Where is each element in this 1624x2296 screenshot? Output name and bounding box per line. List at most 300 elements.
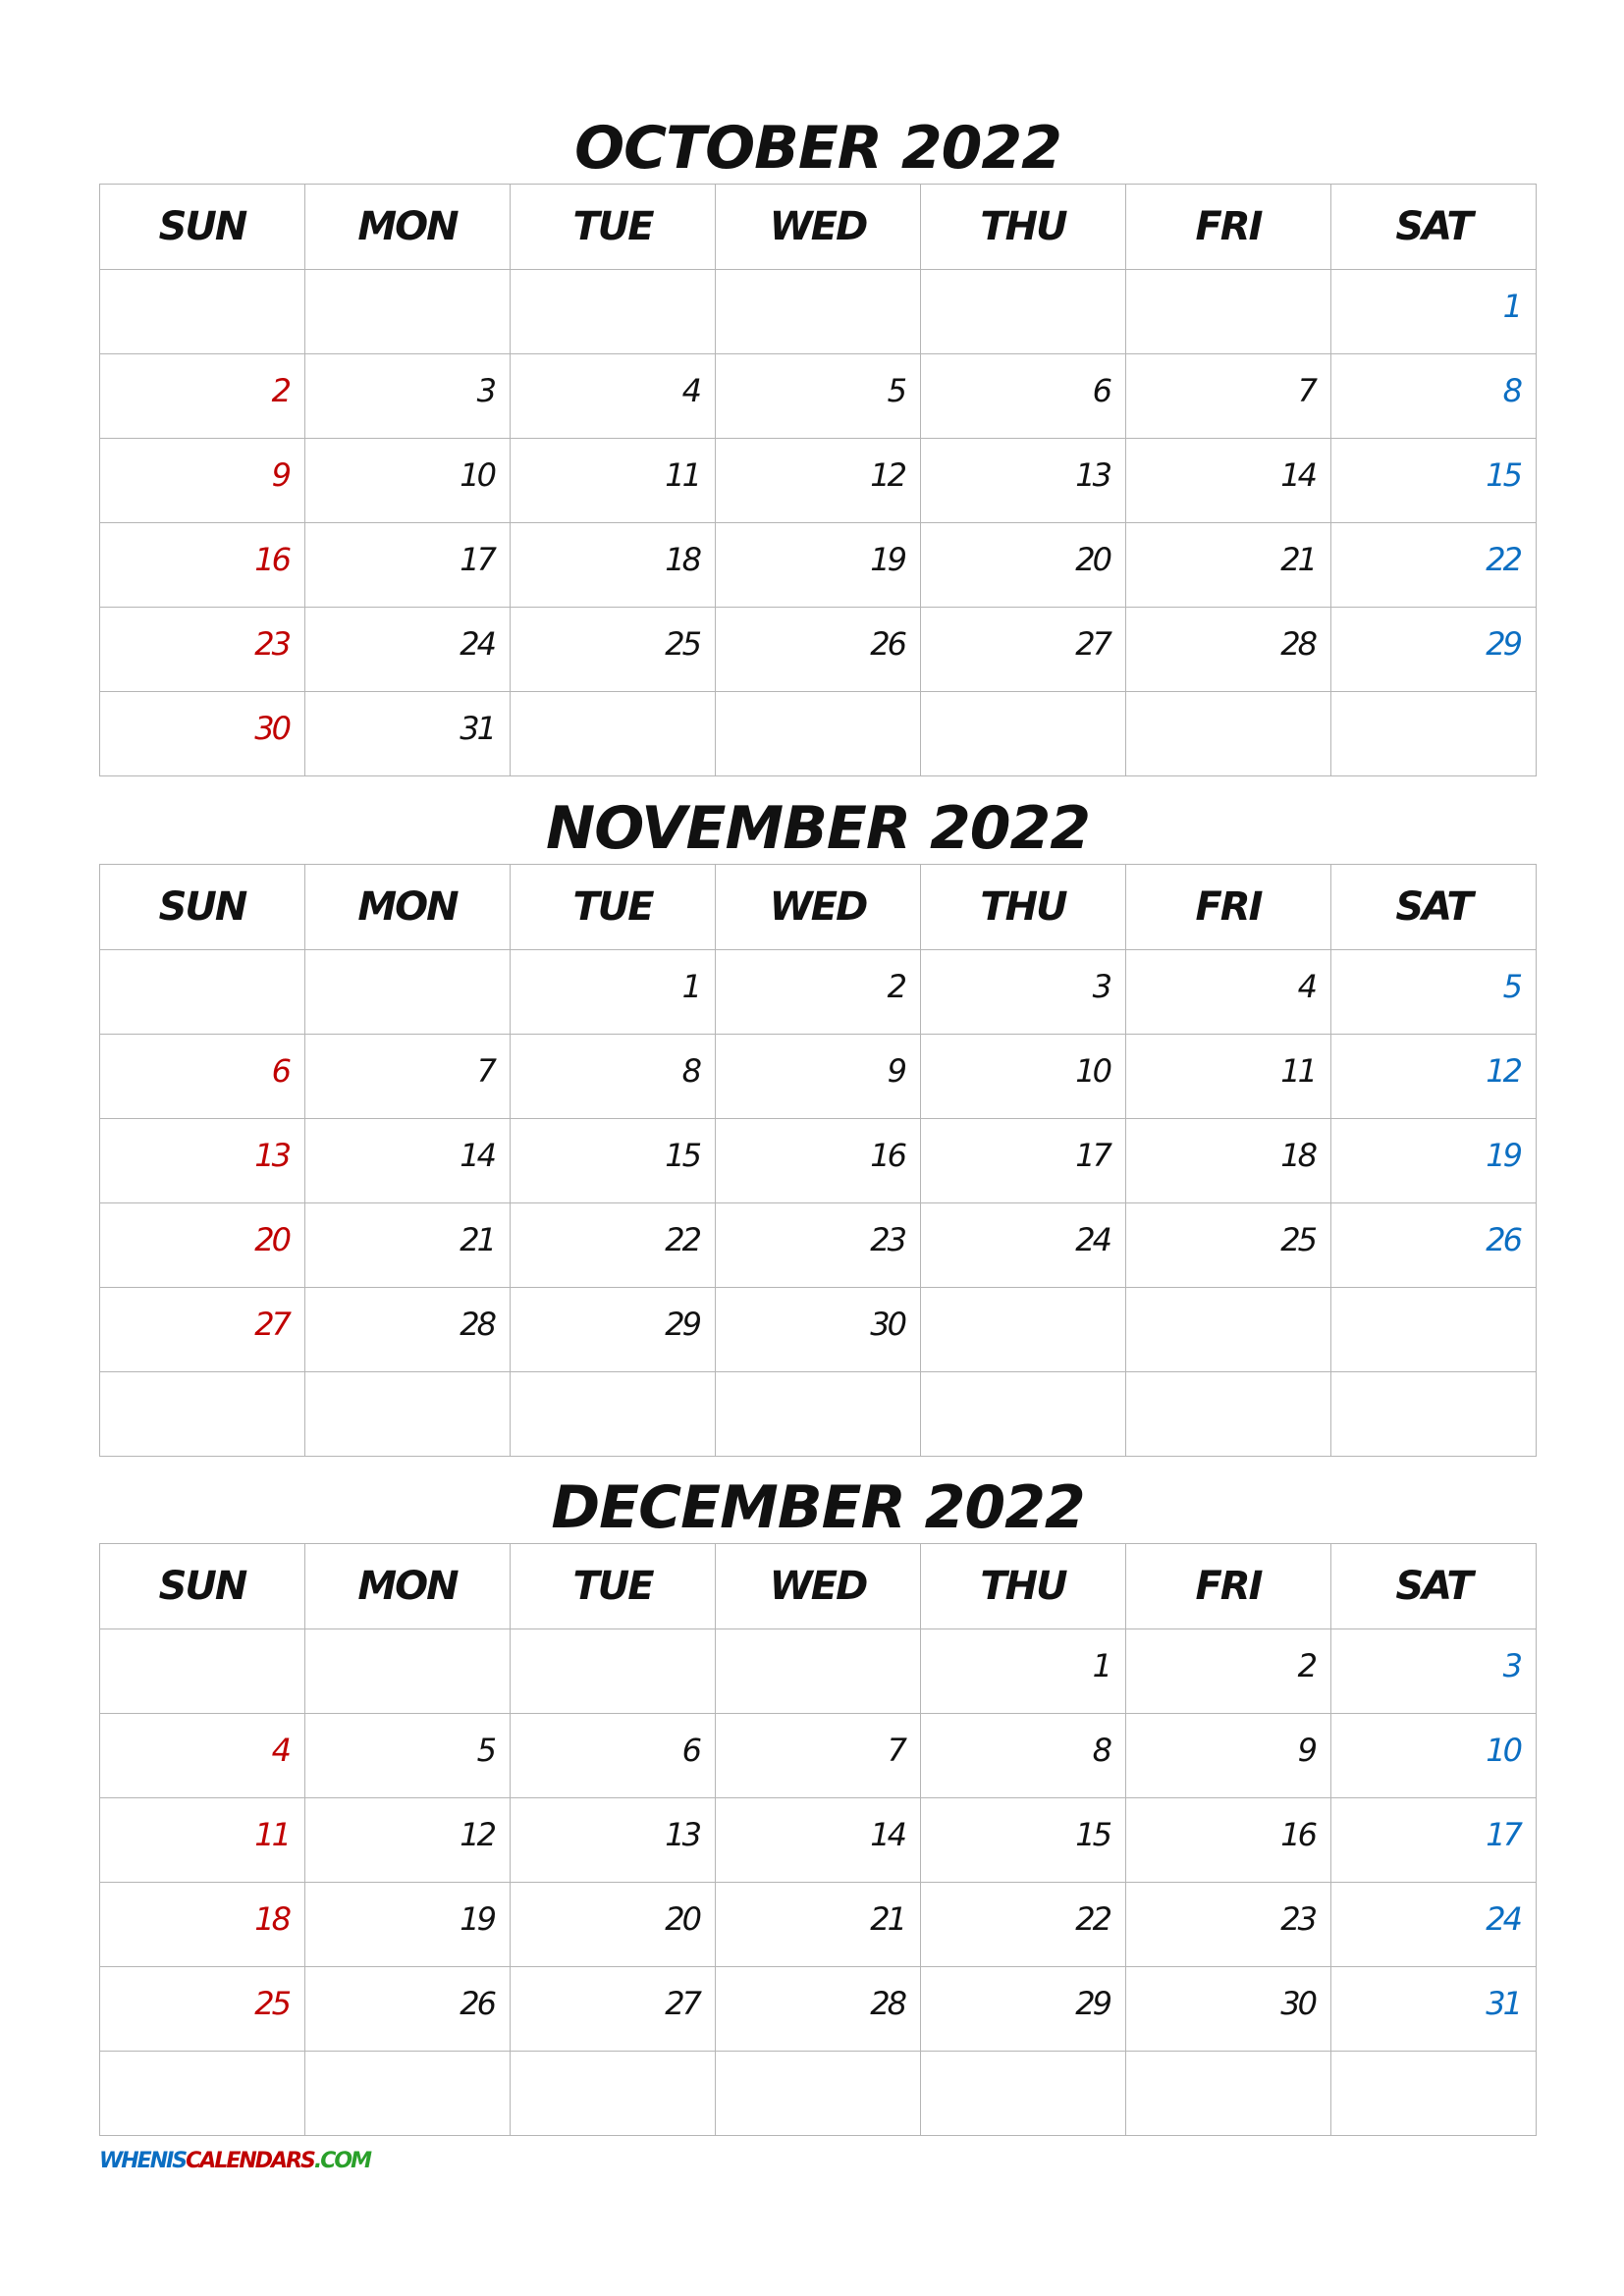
day-cell (716, 354, 921, 439)
week-row (100, 1798, 1537, 1883)
day-cell (511, 1883, 716, 1967)
day-number: 20 (665, 1900, 699, 1938)
october-calendar (99, 184, 1537, 776)
day-cell (1331, 692, 1537, 776)
day-number: 12 (1486, 1052, 1520, 1090)
day-number (904, 1384, 920, 1402)
october-title: OCTOBER 2022 (574, 114, 1061, 183)
day-cell (100, 1967, 305, 2052)
weekday-header-mon: MON (305, 1544, 511, 1629)
day-cell (511, 523, 716, 608)
day-number: 22 (665, 1221, 699, 1258)
december-title: DECEMBER 2022 (551, 1473, 1085, 1542)
day-cell (716, 1119, 921, 1203)
day-number: 20 (254, 1221, 289, 1258)
day-cell (305, 439, 511, 523)
day-cell (1126, 608, 1331, 692)
weekday-header-sat: SAT (1331, 185, 1537, 270)
day-number (1110, 2063, 1125, 2081)
day-cell (511, 692, 716, 776)
day-cell (1126, 1629, 1331, 1714)
day-number: 7 (1297, 372, 1315, 409)
day-number (1520, 704, 1536, 721)
day-number (494, 962, 510, 980)
day-number: 4 (1297, 968, 1315, 1005)
day-number (494, 1384, 510, 1402)
day-number: 19 (870, 541, 904, 578)
weekday-header-sat: SAT (1331, 865, 1537, 950)
december-calendar (99, 1543, 1537, 2136)
day-number: 3 (476, 372, 494, 409)
day-number: 26 (870, 625, 904, 663)
day-cell (1331, 1714, 1537, 1798)
day-number: 18 (254, 1900, 289, 1938)
day-number: 15 (1075, 1816, 1110, 1853)
day-number (904, 1641, 920, 1659)
day-cell (305, 1372, 511, 1457)
day-number: 25 (665, 625, 699, 663)
day-cell (1126, 439, 1331, 523)
day-cell (100, 1798, 305, 1883)
day-number: 27 (665, 1985, 699, 2022)
day-cell (511, 1288, 716, 1372)
day-number: 19 (1486, 1137, 1520, 1174)
day-cell (1126, 1119, 1331, 1203)
weekday-header-row (100, 185, 1537, 270)
day-number: 30 (254, 710, 289, 747)
day-number: 1 (1092, 1647, 1110, 1684)
day-number (1110, 1300, 1125, 1317)
day-number (1520, 2063, 1536, 2081)
day-cell (1331, 1203, 1537, 1288)
day-cell (921, 1288, 1126, 1372)
day-cell (305, 1203, 511, 1288)
weekday-header-thu: THU (921, 865, 1126, 950)
week-row (100, 1035, 1537, 1119)
day-number (1110, 704, 1125, 721)
day-number: 17 (1486, 1816, 1520, 1853)
day-cell (1331, 608, 1537, 692)
day-number: 11 (1280, 1052, 1315, 1090)
day-number: 17 (1075, 1137, 1110, 1174)
weekday-header-wed: WED (716, 865, 921, 950)
day-cell (305, 354, 511, 439)
day-cell (921, 1119, 1126, 1203)
week-row (100, 692, 1537, 776)
day-cell (100, 1714, 305, 1798)
day-number: 18 (1280, 1137, 1315, 1174)
week-row (100, 1203, 1537, 1288)
day-number: 8 (1092, 1732, 1110, 1769)
day-number: 14 (1280, 456, 1315, 494)
day-number: 27 (1075, 625, 1110, 663)
day-cell (511, 1967, 716, 2052)
day-number (1315, 1384, 1330, 1402)
day-cell (305, 523, 511, 608)
day-number (289, 1384, 304, 1402)
day-cell (511, 1714, 716, 1798)
day-cell (1331, 1967, 1537, 2052)
day-cell (921, 608, 1126, 692)
day-cell (100, 1035, 305, 1119)
week-row (100, 1288, 1537, 1372)
day-number: 6 (1092, 372, 1110, 409)
day-number: 13 (254, 1137, 289, 1174)
day-number: 15 (665, 1137, 699, 1174)
day-number: 3 (1502, 1647, 1520, 1684)
day-cell (1331, 1629, 1537, 1714)
day-number: 6 (681, 1732, 699, 1769)
weekday-header-wed: WED (716, 1544, 921, 1629)
day-number: 20 (1075, 541, 1110, 578)
day-cell (100, 950, 305, 1035)
day-cell (921, 1035, 1126, 1119)
watermark-part-calendars: CALENDARS (186, 2149, 314, 2173)
day-cell (1126, 270, 1331, 354)
day-number: 23 (1280, 1900, 1315, 1938)
weekday-header-sat: SAT (1331, 1544, 1537, 1629)
day-cell (716, 1714, 921, 1798)
weekday-header-thu: THU (921, 185, 1126, 270)
day-cell (100, 354, 305, 439)
day-number (494, 1641, 510, 1659)
day-cell (511, 270, 716, 354)
day-number: 26 (460, 1985, 494, 2022)
day-number (1110, 1384, 1125, 1402)
weekday-header-tue: TUE (511, 1544, 716, 1629)
day-cell (1126, 1203, 1331, 1288)
day-cell (921, 1629, 1126, 1714)
day-cell (1126, 950, 1331, 1035)
week-row (100, 950, 1537, 1035)
day-number: 9 (271, 456, 289, 494)
day-number: 11 (665, 456, 699, 494)
day-cell (921, 354, 1126, 439)
day-number: 24 (1486, 1900, 1520, 1938)
week-row (100, 1967, 1537, 2052)
day-cell (921, 523, 1126, 608)
week-row (100, 1629, 1537, 1714)
day-cell (100, 1372, 305, 1457)
day-cell (1331, 270, 1537, 354)
day-number: 2 (887, 968, 904, 1005)
day-cell (1126, 1883, 1331, 1967)
day-number: 24 (1075, 1221, 1110, 1258)
day-number: 26 (1486, 1221, 1520, 1258)
day-number: 22 (1075, 1900, 1110, 1938)
day-cell (1126, 1714, 1331, 1798)
day-cell (716, 950, 921, 1035)
day-number: 16 (1280, 1816, 1315, 1853)
day-cell (100, 1288, 305, 1372)
day-number: 5 (887, 372, 904, 409)
day-number (289, 2063, 304, 2081)
day-number: 29 (1486, 625, 1520, 663)
week-row (100, 1372, 1537, 1457)
day-cell (921, 950, 1126, 1035)
day-cell (1126, 1288, 1331, 1372)
day-number: 4 (271, 1732, 289, 1769)
day-number (904, 282, 920, 299)
day-number: 14 (870, 1816, 904, 1853)
day-cell (1331, 1372, 1537, 1457)
day-number: 7 (476, 1052, 494, 1090)
weekday-header-fri: FRI (1126, 185, 1331, 270)
weekday-header-fri: FRI (1126, 1544, 1331, 1629)
day-cell (1126, 1035, 1331, 1119)
day-number: 17 (460, 541, 494, 578)
day-cell (1331, 950, 1537, 1035)
day-number: 18 (665, 541, 699, 578)
day-number: 2 (1297, 1647, 1315, 1684)
day-number: 6 (271, 1052, 289, 1090)
day-number: 10 (460, 456, 494, 494)
day-cell (1331, 2052, 1537, 2136)
day-number: 2 (271, 372, 289, 409)
day-number: 29 (1075, 1985, 1110, 2022)
day-number: 24 (460, 625, 494, 663)
day-number (699, 1384, 715, 1402)
day-number (289, 282, 304, 299)
day-cell (1331, 439, 1537, 523)
day-cell (716, 608, 921, 692)
day-cell (921, 1203, 1126, 1288)
day-cell (305, 1798, 511, 1883)
day-cell (511, 1203, 716, 1288)
weekday-header-fri: FRI (1126, 865, 1331, 950)
day-number: 28 (460, 1306, 494, 1343)
day-cell (100, 523, 305, 608)
day-cell (511, 1119, 716, 1203)
day-cell (305, 1967, 511, 2052)
week-row (100, 2052, 1537, 2136)
weekday-header-sun: SUN (100, 1544, 305, 1629)
day-cell (1126, 1798, 1331, 1883)
day-number: 9 (887, 1052, 904, 1090)
day-cell (305, 2052, 511, 2136)
day-cell (716, 1629, 921, 1714)
day-cell (921, 1798, 1126, 1883)
day-cell (100, 2052, 305, 2136)
day-number: 13 (665, 1816, 699, 1853)
weekday-header-sun: SUN (100, 185, 305, 270)
day-number: 3 (1092, 968, 1110, 1005)
week-row (100, 523, 1537, 608)
day-cell (716, 1035, 921, 1119)
day-cell (511, 439, 716, 523)
day-number (289, 1641, 304, 1659)
day-number: 16 (870, 1137, 904, 1174)
week-row (100, 1883, 1537, 1967)
day-cell (921, 1967, 1126, 2052)
day-cell (100, 439, 305, 523)
day-cell (100, 1203, 305, 1288)
week-row (100, 1119, 1537, 1203)
day-cell (716, 1798, 921, 1883)
day-number: 1 (1502, 288, 1520, 325)
day-cell (511, 1372, 716, 1457)
day-cell (305, 1119, 511, 1203)
day-number: 29 (665, 1306, 699, 1343)
day-cell (100, 270, 305, 354)
day-cell (1126, 1967, 1331, 2052)
day-cell (305, 270, 511, 354)
weekday-header-mon: MON (305, 185, 511, 270)
day-number: 12 (460, 1816, 494, 1853)
day-number: 4 (681, 372, 699, 409)
day-number (1315, 2063, 1330, 2081)
day-cell (716, 1883, 921, 1967)
day-cell (1126, 692, 1331, 776)
day-cell (1331, 1035, 1537, 1119)
watermark-part-com: .COM (313, 2149, 370, 2173)
day-number (904, 2063, 920, 2081)
day-cell (100, 692, 305, 776)
day-cell (305, 1288, 511, 1372)
day-cell (305, 608, 511, 692)
day-cell (1331, 354, 1537, 439)
day-number: 14 (460, 1137, 494, 1174)
day-cell (100, 1883, 305, 1967)
day-cell (716, 523, 921, 608)
day-cell (511, 2052, 716, 2136)
day-number: 8 (681, 1052, 699, 1090)
day-cell (921, 1714, 1126, 1798)
day-number: 22 (1486, 541, 1520, 578)
day-cell (305, 1883, 511, 1967)
day-number: 21 (1280, 541, 1315, 578)
day-number: 31 (1486, 1985, 1520, 2022)
day-cell (921, 1883, 1126, 1967)
week-row (100, 439, 1537, 523)
day-number: 9 (1297, 1732, 1315, 1769)
day-cell (921, 692, 1126, 776)
day-number (699, 2063, 715, 2081)
day-cell (1331, 1883, 1537, 1967)
day-number: 13 (1075, 456, 1110, 494)
watermark-part-whenis: WHENIS (99, 2149, 187, 2173)
day-cell (100, 1119, 305, 1203)
day-number: 30 (1280, 1985, 1315, 2022)
weekday-header-mon: MON (305, 865, 511, 950)
day-cell (1331, 523, 1537, 608)
day-number: 1 (681, 968, 699, 1005)
day-number: 11 (254, 1816, 289, 1853)
day-cell (1126, 354, 1331, 439)
day-cell (100, 608, 305, 692)
day-cell (1126, 1372, 1331, 1457)
day-cell (716, 1288, 921, 1372)
day-number: 21 (870, 1900, 904, 1938)
day-cell (511, 354, 716, 439)
day-number: 15 (1486, 456, 1520, 494)
day-number (699, 1641, 715, 1659)
weekday-header-sun: SUN (100, 865, 305, 950)
november-calendar (99, 864, 1537, 1457)
day-number: 8 (1502, 372, 1520, 409)
day-cell (716, 270, 921, 354)
day-number: 5 (1502, 968, 1520, 1005)
day-number: 12 (870, 456, 904, 494)
day-number: 25 (1280, 1221, 1315, 1258)
day-number (1315, 282, 1330, 299)
day-cell (511, 950, 716, 1035)
day-number (494, 282, 510, 299)
day-number (904, 704, 920, 721)
day-number: 25 (254, 1985, 289, 2022)
day-cell (100, 1629, 305, 1714)
day-number: 23 (870, 1221, 904, 1258)
week-row (100, 608, 1537, 692)
day-cell (716, 1967, 921, 2052)
day-number: 23 (254, 625, 289, 663)
day-cell (1331, 1119, 1537, 1203)
day-cell (511, 1035, 716, 1119)
day-number (494, 2063, 510, 2081)
day-number: 19 (460, 1900, 494, 1938)
day-cell (1126, 523, 1331, 608)
day-number (289, 962, 304, 980)
day-cell (511, 1798, 716, 1883)
day-number (699, 282, 715, 299)
site-watermark (99, 2148, 370, 2175)
weekday-header-tue: TUE (511, 185, 716, 270)
day-number (1520, 1300, 1536, 1317)
day-number: 16 (254, 541, 289, 578)
day-cell (511, 1629, 716, 1714)
day-number: 5 (476, 1732, 494, 1769)
day-cell (716, 2052, 921, 2136)
week-row (100, 1714, 1537, 1798)
day-number: 21 (460, 1221, 494, 1258)
day-number: 30 (870, 1306, 904, 1343)
day-cell (1331, 1798, 1537, 1883)
day-number (1520, 1384, 1536, 1402)
day-cell (305, 950, 511, 1035)
day-cell (716, 692, 921, 776)
november-title: NOVEMBER 2022 (545, 794, 1090, 863)
day-number: 10 (1075, 1052, 1110, 1090)
weekday-header-thu: THU (921, 1544, 1126, 1629)
weekday-header-row (100, 1544, 1537, 1629)
day-cell (1126, 2052, 1331, 2136)
day-number: 28 (1280, 625, 1315, 663)
day-cell (921, 439, 1126, 523)
weekday-header-tue: TUE (511, 865, 716, 950)
day-number (1315, 704, 1330, 721)
day-cell (921, 1372, 1126, 1457)
day-cell (716, 1203, 921, 1288)
day-number: 10 (1486, 1732, 1520, 1769)
week-row (100, 270, 1537, 354)
day-cell (716, 439, 921, 523)
day-cell (305, 1629, 511, 1714)
day-number: 31 (460, 710, 494, 747)
day-number (699, 704, 715, 721)
day-number: 7 (887, 1732, 904, 1769)
day-cell (511, 608, 716, 692)
day-cell (716, 1372, 921, 1457)
day-number (1315, 1300, 1330, 1317)
day-number: 28 (870, 1985, 904, 2022)
day-cell (305, 1714, 511, 1798)
day-cell (305, 692, 511, 776)
weekday-header-row (100, 865, 1537, 950)
weekday-header-wed: WED (716, 185, 921, 270)
day-cell (921, 2052, 1126, 2136)
week-row (100, 354, 1537, 439)
day-number (1110, 282, 1125, 299)
